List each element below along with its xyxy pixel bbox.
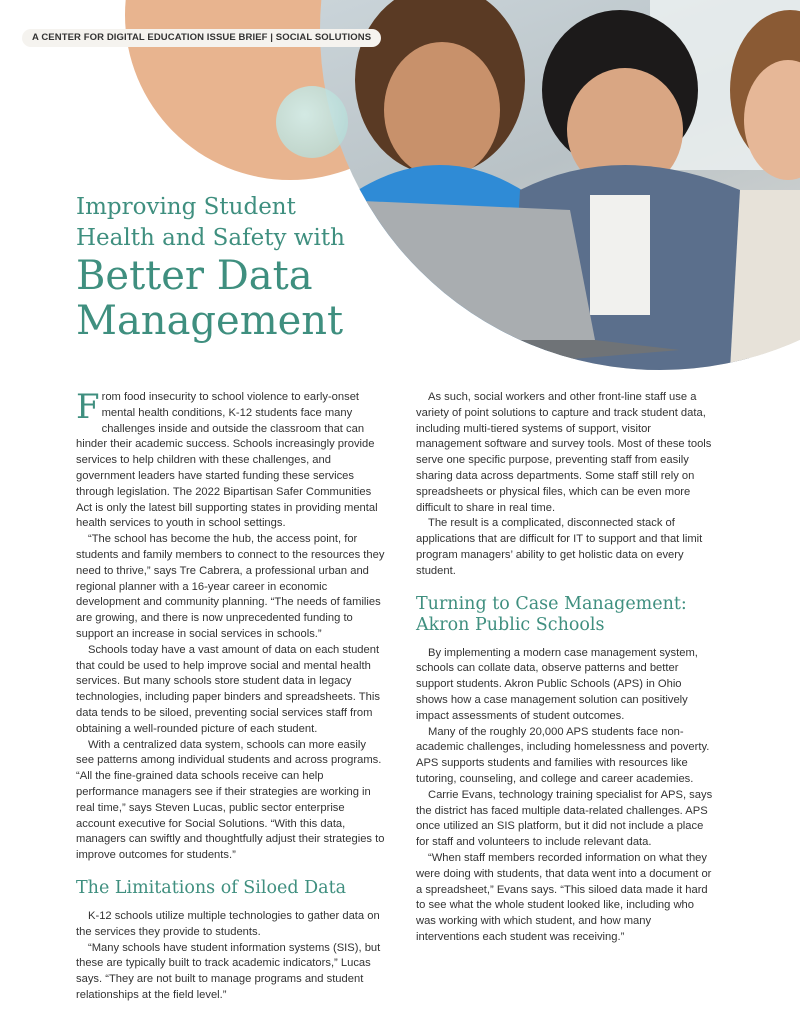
intro-paragraph-2: “The school has become the hub, the access point, for students and family members to connect to the resources they need to thrive,” says Tre Cabrera, a professional urban and regional planner with a 16-year career in economic development and community planning. “The needs of families are growing, and there is now unprecedented funding to support an increase in social services in schools.” (76, 533, 385, 640)
hero-photo-students-laptop (320, 0, 800, 370)
section1-paragraph-1: K-12 schools utilize multiple technologies to gather data on the services they provide to students. (76, 909, 380, 938)
issue-brief-header: A CENTER FOR DIGITAL EDUCATION ISSUE BRIEF | SOCIAL SOLUTIONS (22, 29, 381, 47)
section2-paragraph-3: Carrie Evans, technology training specialist for APS, says the district has faced multiple data-related challenges. APS once utilized an SIS platform, but it did not include a place for staff and volunteers to include relevant data. (416, 788, 713, 849)
intro-paragraph-1-text: rom food insecurity to school violence to early-onset mental health conditions, K-12 students face many challenges inside and outside the classroom that can hinder their academic success. Schools increasingly provide services to help children with these challenges, and government leaders have started funding these services through legislation. The 2022 Bipartisan Safer Communities Act is only the latest bill supporting states in providing mental health services to youth in school settings. (76, 391, 378, 530)
section2-paragraph-4: “When staff members recorded information on what they were doing with students, that data went into a document or a spreadsheet,” Evans says. “This siloed data made it hard to see what the whole student looked like, including who was working with which student, and how many interventions each student was receiving.” (416, 851, 712, 943)
intro-paragraph-1 (76, 387, 386, 532)
intro-paragraph-4: With a centralized data system, schools can more easily see patterns among individual students and across programs. “All the fine-grained data schools receive can help performance managers see if their strategies are working in real time,” says Steven Lucas, public sector enterprise account executive for Social Solutions. “With this data, managers can swiftly and thoughtfully adjust their strategies to improve outcomes for students.” (76, 738, 385, 862)
title-line-1: Improving Student (76, 194, 296, 220)
drop-cap: F (76, 387, 100, 427)
left-column (76, 387, 386, 1004)
section-heading-siloed-data: The Limitations of Siloed Data (76, 877, 347, 898)
section1-paragraph-3: As such, social workers and other front-line staff use a variety of point solutions to capture and track student data, including multi-tiered systems of support, visitor management software and survey tools. Most of these tools serve one specific purpose, preventing staff from easily sharing data across departments. Some staff still rely on spreadsheets or physical files, which can be even more difficult to share in real time. (416, 391, 712, 514)
section-heading-case-management (416, 594, 716, 636)
intro-paragraph-3: Schools today have a vast amount of data on each student that could be used to help improve social and mental health services. But many schools store student data in legacy technologies, including paper binders and spreadsheets. This data tends to be siloed, preventing social services staff from obtaining a well-rounded picture of each student. (76, 643, 380, 735)
section2-heading-line-2: Akron Public Schools (416, 614, 605, 635)
section2-heading-line-1: Turning to Case Management: (416, 593, 687, 614)
right-column (416, 390, 716, 946)
section2-paragraph-2: Many of the roughly 20,000 APS students face non-academic challenges, including homelessness and poverty. APS supports students and families with resources like tutoring, counseling, and college and career academies. (416, 725, 710, 785)
section1-paragraph-4: The result is a complicated, disconnected stack of applications that are difficult for IT to support and that limit program managers’ ability to get holistic data on every student. (416, 517, 703, 577)
hero-photo-illustration (320, 0, 800, 370)
title-line-2: Health and Safety with (76, 225, 345, 251)
title-upper (76, 192, 345, 254)
title-lower (76, 254, 343, 344)
section2-paragraph-1: By implementing a modern case management system, schools can collate data, observe patterns and better support students. Akron Public Schools (APS) in Ohio shows how a case management solution can positively impact assessments of student outcomes. (416, 646, 698, 722)
decorative-mint-circle (276, 86, 348, 158)
title-line-3: Better Data (76, 253, 313, 299)
title-line-4: Management (76, 298, 344, 344)
section1-paragraph-2: “Many schools have student information systems (SIS), but these are typically built to track academic indicators,” Lucas says. “They are not built to manage programs and student relationships at the field level.” (76, 941, 381, 1001)
